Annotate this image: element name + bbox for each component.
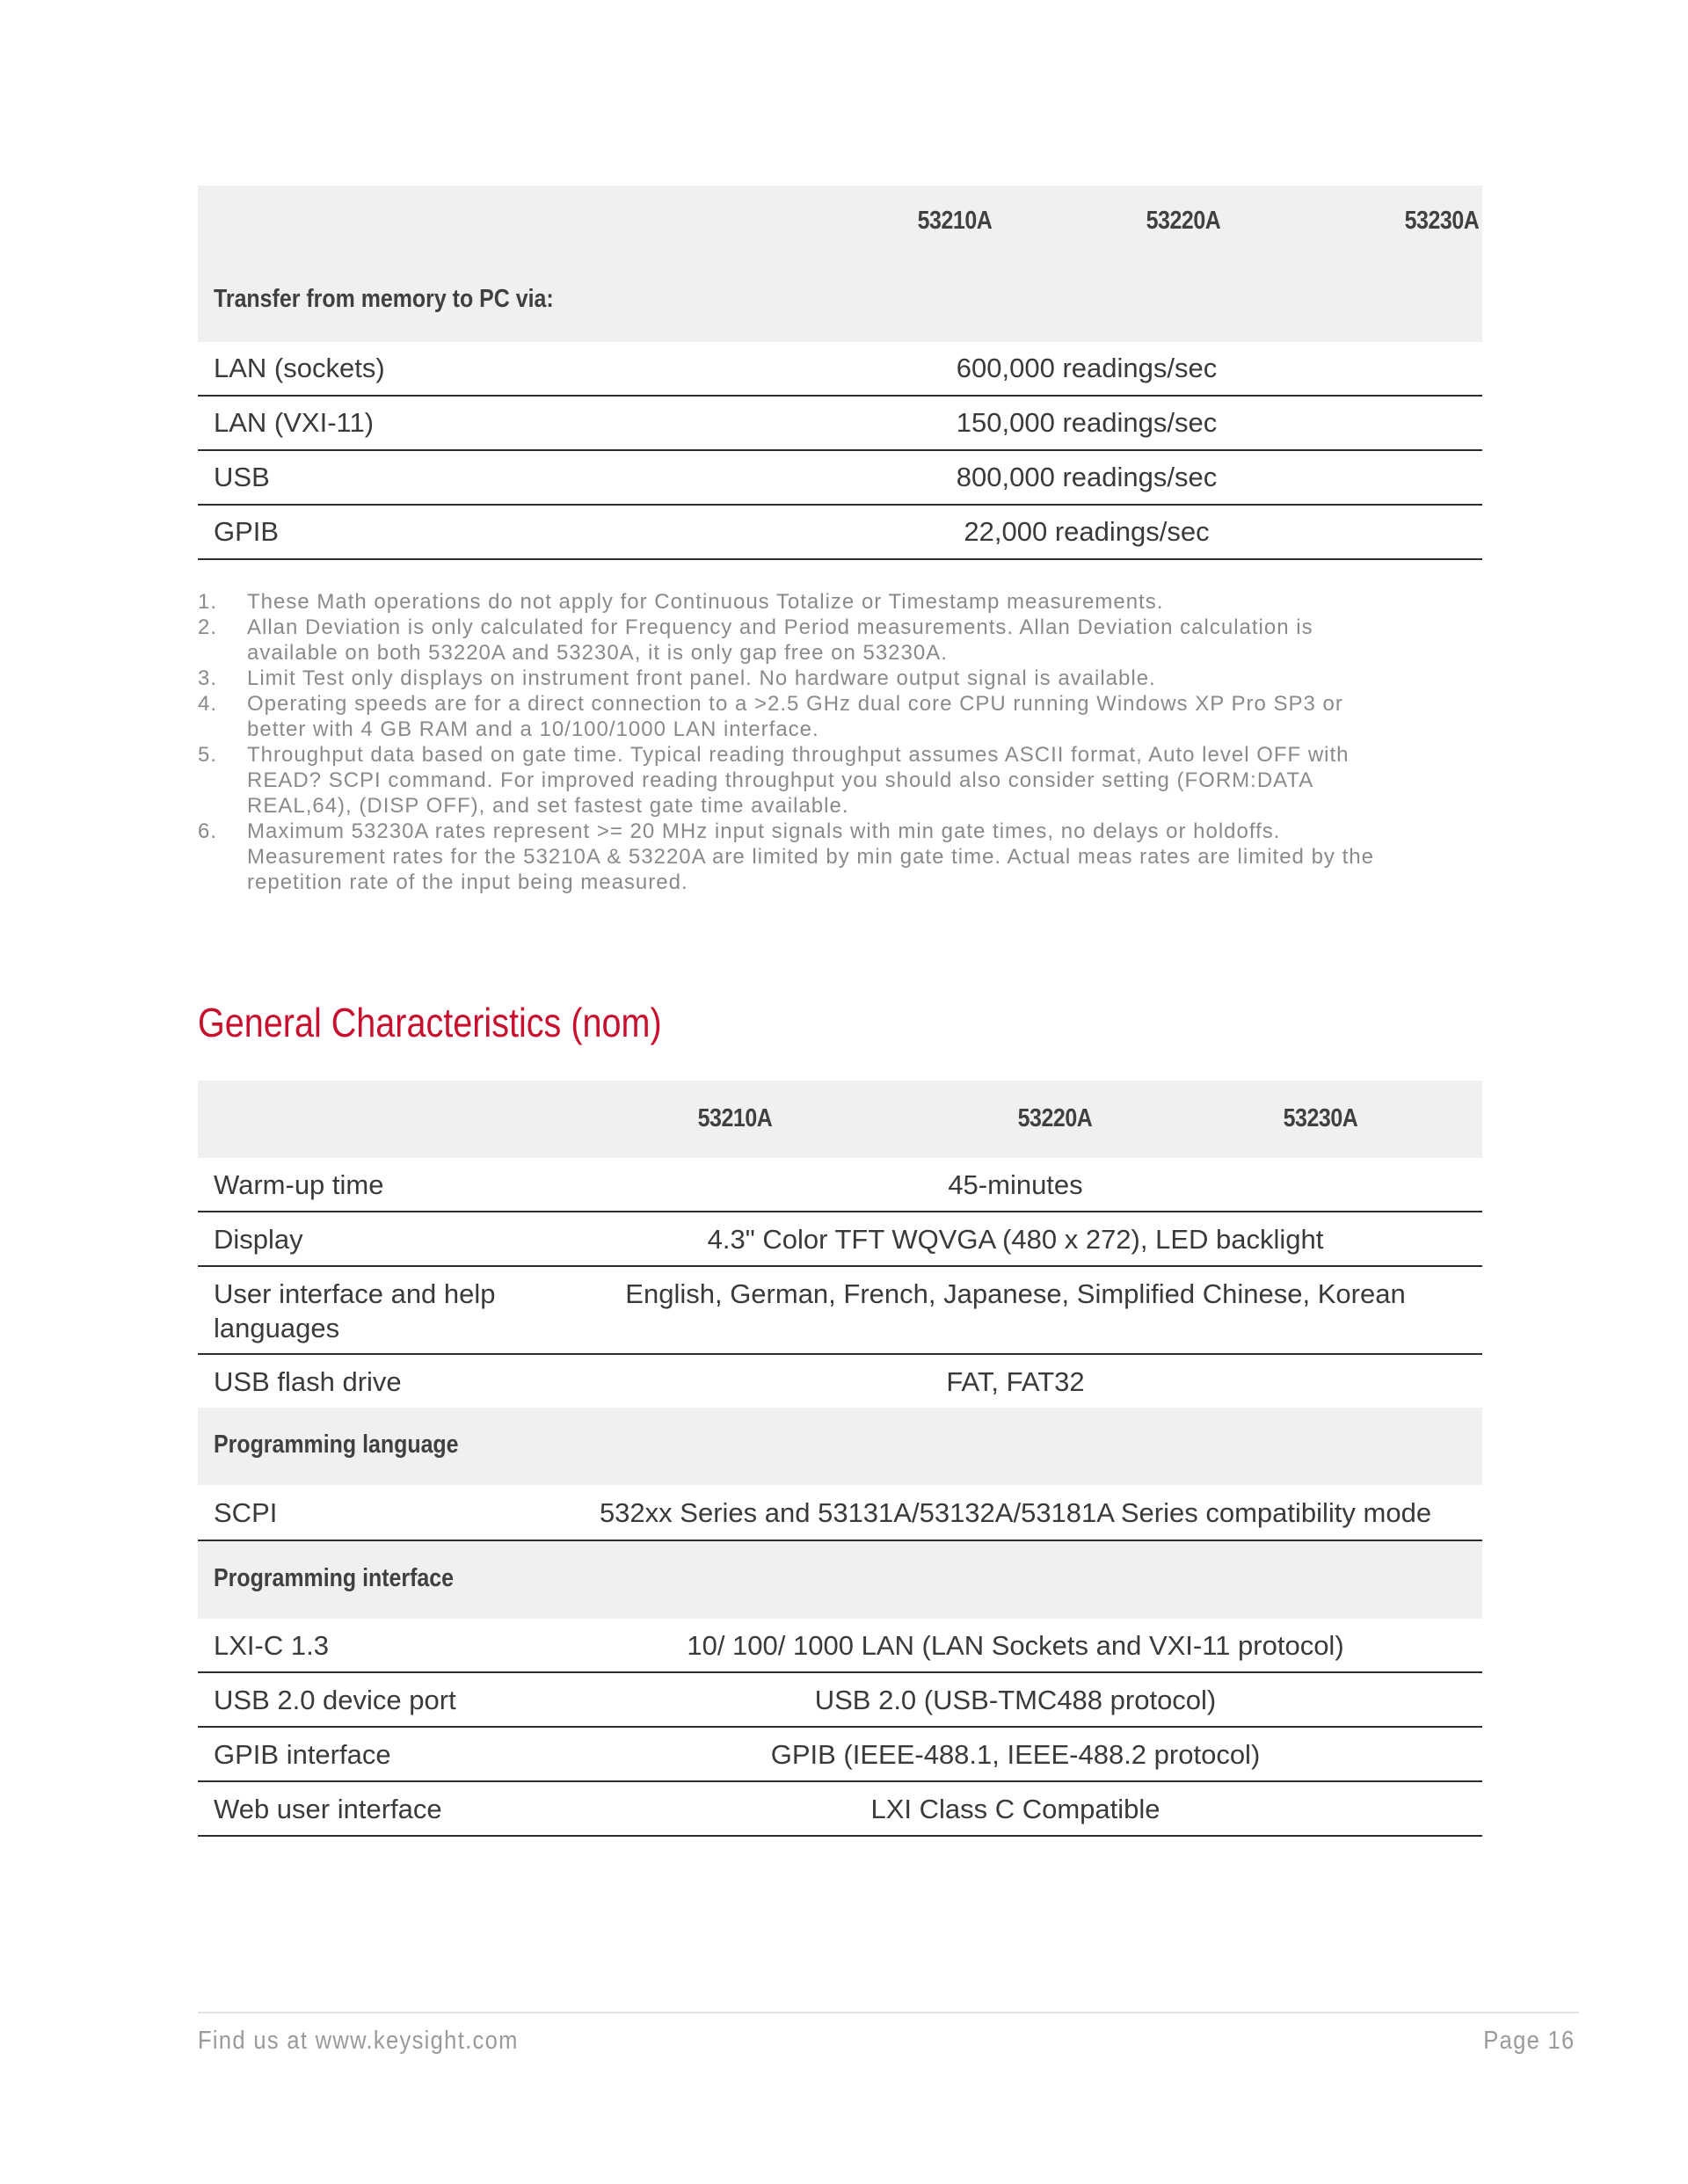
group-row-programming-language	[198, 1408, 1482, 1485]
footer-divider	[198, 2012, 1579, 2013]
table2-col-53210a: 53210A	[697, 1104, 773, 1132]
table-row	[198, 506, 1482, 560]
footnote	[198, 819, 1482, 895]
footnote-line: Maximum 53230A rates represent >= 20 MHz input signals with min gate times, no delays or holdoffs.	[247, 819, 1281, 843]
group-label: Programming interface	[214, 1564, 455, 1592]
section-title: General Characteristics (nom)	[198, 1000, 662, 1045]
table-row	[198, 1212, 1482, 1267]
footnotes	[198, 589, 1482, 895]
table-row	[198, 1485, 1482, 1541]
row-label: LAN (VXI-11)	[214, 407, 375, 438]
group-label: Programming language	[214, 1431, 459, 1459]
row-label: User interface and help	[214, 1278, 496, 1309]
footnote-line: Measurement rates for the 53210A & 53220A are limited by min gate time. Actual meas rates are limited by the	[247, 845, 1374, 869]
row-label: Display	[214, 1224, 303, 1255]
page-number: Page 16	[1483, 2027, 1575, 2055]
footnote-line: READ? SCPI command. For improved reading throughput you should also consider setting (FORM:DATA	[247, 768, 1314, 792]
table2-col-53220a: 53220A	[1017, 1104, 1093, 1132]
row-value: FAT, FAT32	[946, 1366, 1085, 1397]
row-label: GPIB	[214, 516, 280, 547]
footer-website-link[interactable]: Find us at www.keysight.com	[198, 2027, 519, 2055]
table1-col-53230a: 53230A	[1404, 207, 1480, 235]
table-row	[198, 1673, 1482, 1728]
footnote-number: 5.	[198, 743, 218, 767]
group-row-programming-interface	[198, 1541, 1482, 1619]
row-label: USB 2.0 device port	[214, 1685, 456, 1715]
row-label: USB	[214, 462, 270, 492]
table2-header	[198, 1081, 1482, 1158]
row-value: 532xx Series and 53131A/53132A/53181A Series compatibility mode	[599, 1497, 1432, 1528]
row-label: SCPI	[214, 1497, 278, 1528]
footnote-line: These Math operations do not apply for Continuous Totalize or Timestamp measurements.	[247, 590, 1164, 614]
table-row	[198, 1267, 1482, 1355]
footnote-line: Limit Test only displays on instrument front panel. No hardware output signal is available.	[247, 666, 1156, 690]
row-value: 600,000 readings/sec	[956, 353, 1218, 383]
footnote-line: available on both 53220A and 53230A, it is only gap free on 53230A.	[247, 641, 948, 665]
row-value: LXI Class C Compatible	[870, 1794, 1160, 1824]
table1-header	[198, 186, 1482, 342]
row-label: Warm-up time	[214, 1169, 384, 1200]
table1-col-53210a: 53210A	[917, 207, 993, 235]
table-row	[198, 397, 1482, 451]
row-label: GPIB interface	[214, 1739, 391, 1770]
footnote-line: Allan Deviation is only calculated for Frequency and Period measurements. Allan Deviation calculation is	[247, 615, 1313, 639]
footnote-number: 3.	[198, 666, 218, 690]
table-row	[198, 342, 1482, 397]
table-row	[198, 1782, 1482, 1837]
footnote	[198, 691, 1482, 742]
row-value: 22,000 readings/sec	[964, 516, 1210, 547]
row-value: USB 2.0 (USB-TMC488 protocol)	[814, 1685, 1217, 1715]
row-label: Web user interface	[214, 1794, 442, 1824]
footnote-line: Operating speeds are for a direct connection to a >2.5 GHz dual core CPU running Windows XP Pro SP3 or	[247, 692, 1343, 716]
row-label: USB flash drive	[214, 1366, 402, 1397]
row-value: 4.3" Color TFT WQVGA (480 x 272), LED backlight	[707, 1224, 1324, 1255]
table-row	[198, 1355, 1482, 1408]
row-label: LXI-C 1.3	[214, 1630, 329, 1661]
footnote-number: 6.	[198, 819, 218, 843]
table-row	[198, 451, 1482, 506]
table-row	[198, 1158, 1482, 1212]
footnote-number: 2.	[198, 615, 218, 639]
footnote-line: Throughput data based on gate time. Typical reading throughput assumes ASCII format, Auto level OFF with	[247, 743, 1350, 767]
row-value: 10/ 100/ 1000 LAN (LAN Sockets and VXI-11 protocol)	[687, 1630, 1344, 1661]
footnote	[198, 666, 1482, 691]
table2-col-53230a: 53230A	[1283, 1104, 1358, 1132]
row-value: 800,000 readings/sec	[956, 462, 1218, 492]
table-row	[198, 1619, 1482, 1673]
row-value: English, German, French, Japanese, Simplified Chinese, Korean	[625, 1278, 1406, 1309]
row-value: GPIB (IEEE-488.1, IEEE-488.2 protocol)	[770, 1739, 1261, 1770]
row-value: 45-minutes	[948, 1169, 1083, 1200]
footnote	[198, 615, 1482, 666]
footnote-line: better with 4 GB RAM and a 10/100/1000 LAN interface.	[247, 717, 819, 741]
footnote-number: 4.	[198, 692, 218, 716]
row-value: 150,000 readings/sec	[956, 407, 1218, 438]
footnote	[198, 589, 1482, 615]
row-label: LAN (sockets)	[214, 353, 385, 383]
table1-col-53220a: 53220A	[1146, 207, 1221, 235]
row-label-line2: languages	[214, 1313, 340, 1343]
footnote	[198, 742, 1482, 819]
footnote-line: repetition rate of the input being measured.	[247, 870, 688, 894]
footnote-line: REAL,64), (DISP OFF), and set fastest gate time available.	[247, 794, 849, 818]
table1-subheading: Transfer from memory to PC via:	[214, 285, 554, 313]
footnote-number: 1.	[198, 590, 218, 614]
table-row	[198, 1728, 1482, 1782]
